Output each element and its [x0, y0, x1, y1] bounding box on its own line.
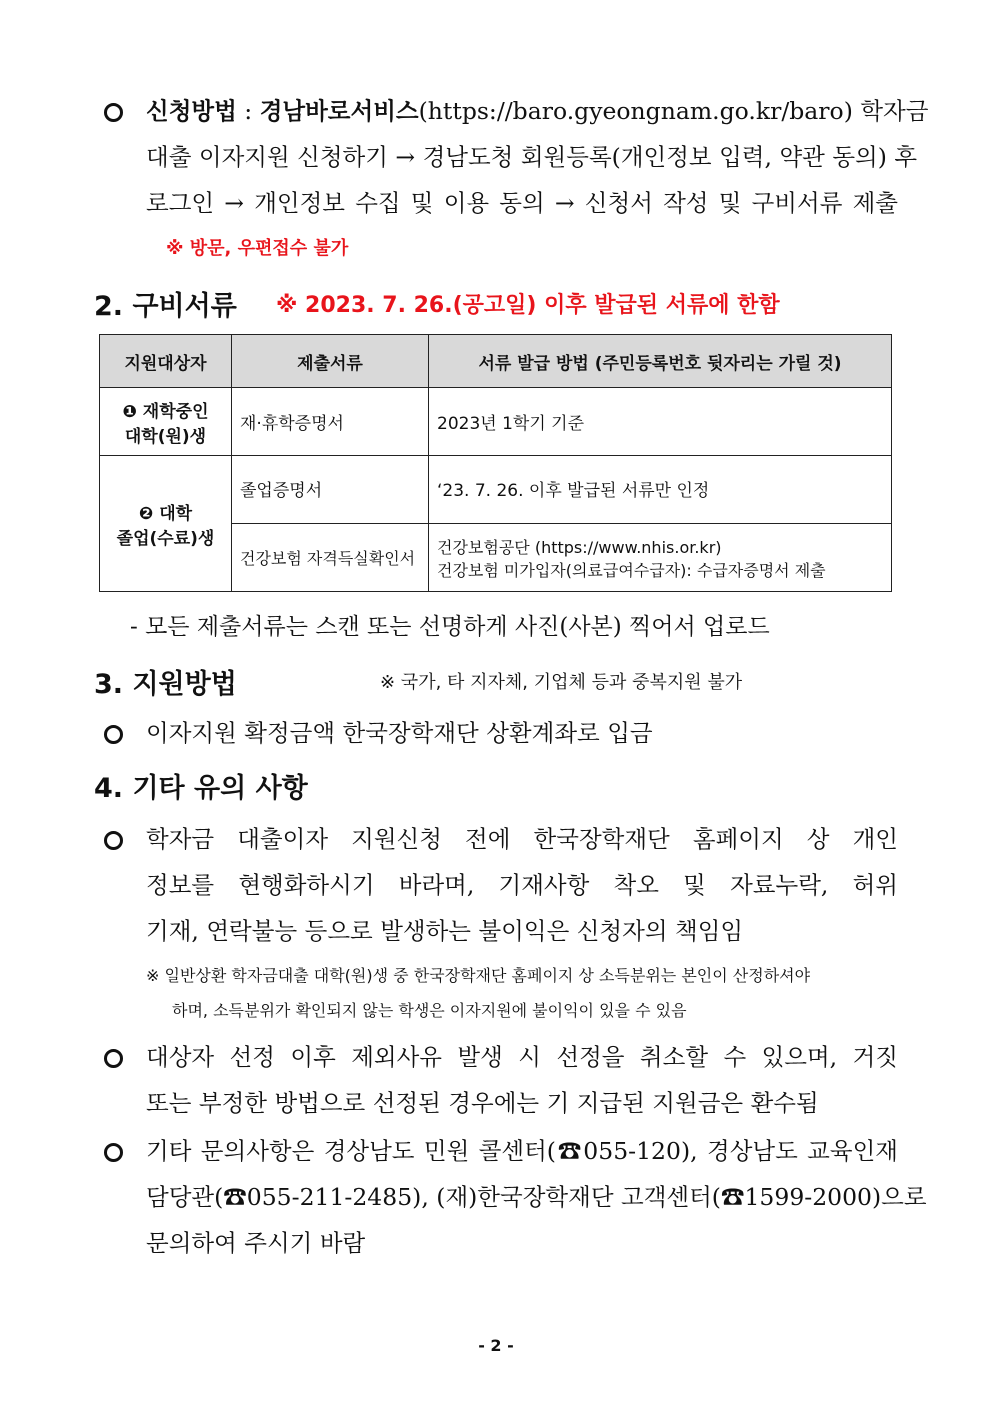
- caution-bullet-3: 기타 문의사항은 경상남도 민원 콜센터(☎055-120), 경상남도 교육인재 담당관(☎055-211-2485), (재)한국장학재단 고객센터(☎1599-2000)으로 문의하여 주시기 바람: [104, 1132, 898, 1272]
- header-method: 서류 발급 방법 (주민등록번호 뒷자리는 가릴 것): [429, 335, 892, 388]
- method-cell: 건강보험공단 (https://www.nhis.or.kr) 건강보험 미가입자(의료급여수급자): 수급자증명서 제출: [429, 524, 892, 592]
- bullet-circle-icon: [104, 831, 123, 850]
- section-2-heading: 2. 구비서류: [94, 291, 237, 322]
- doc-cell: 졸업증명서: [232, 456, 429, 524]
- apply-method-line3: 로그인 → 개인정보 수집 및 이용 동의 → 신청서 작성 및 구비서류 제출: [146, 189, 898, 217]
- category-graduated: ❷ 대학 졸업(수료)생: [100, 456, 232, 592]
- bullet-circle-icon: [104, 725, 123, 744]
- category-enrolled: ❶ 재학중인 대학(원)생: [100, 388, 232, 456]
- header-target: 지원대상자: [100, 335, 232, 388]
- table-row: [100, 456, 892, 524]
- doc-cell: 건강보험 자격득실확인서: [232, 524, 429, 592]
- visit-mail-note: ※ 방문, 우편접수 불가: [166, 238, 349, 259]
- documents-table: [99, 334, 892, 592]
- doc-cell: 재·휴학증명서: [232, 388, 429, 456]
- section-4-heading: 4. 기타 유의 사항: [94, 773, 308, 804]
- section-3-heading: 3. 지원방법: [94, 669, 237, 700]
- bullet-circle-icon: [104, 1049, 123, 1068]
- apply-method-line1: 신청방법 : 경남바로서비스(https://baro.gyeongnam.go.kr/baro) 학자금: [146, 97, 929, 125]
- apply-method-block: [104, 92, 929, 242]
- bullet-circle-icon: [104, 103, 123, 122]
- section-2-heading-note: ※ 2023. 7. 26.(공고일) 이후 발급된 서류에 한함: [276, 293, 780, 318]
- page-number: - 2 -: [478, 1336, 514, 1355]
- table-header-row: [100, 335, 892, 388]
- income-bracket-note-1: ※ 일반상환 학자금대출 대학(원)생 중 한국장학재단 홈페이지 상 소득분위는 본인이 산정하셔야: [146, 966, 811, 985]
- upload-note: - 모든 제출서류는 스캔 또는 선명하게 사진(사본) 찍어서 업로드: [130, 614, 770, 640]
- table-row: [100, 388, 892, 456]
- support-method-bullet: 이자지원 확정금액 한국장학재단 상환계좌로 입금: [104, 714, 898, 748]
- caution-bullet-2: 대상자 선정 이후 제외사유 발생 시 선정을 취소할 수 있으며, 거짓 또는 부정한 방법으로 선정된 경우에는 기 지급된 지원금은 환수됨: [104, 1038, 898, 1128]
- caution-bullet-1: 학자금 대출이자 지원신청 전에 한국장학재단 홈페이지 상 개인 정보를 현행화하시기 바라며, 기재사항 착오 및 자료누락, 허위 기재, 연락불능 등으로 발생하는 불이익은 신청자의 책임임: [104, 820, 898, 960]
- header-documents: 제출서류: [232, 335, 429, 388]
- section-3-heading-note: ※ 국가, 타 지자체, 기업체 등과 중복지원 불가: [380, 672, 743, 693]
- method-cell: ‘23. 7. 26. 이후 발급된 서류만 인정: [429, 456, 892, 524]
- bullet-circle-icon: [104, 1143, 123, 1162]
- apply-method-line2: 대출 이자지원 신청하기 → 경남도청 회원등록(개인정보 입력, 약관 동의) 후: [146, 143, 918, 171]
- income-bracket-note-2: 하며, 소득분위가 확인되지 않는 학생은 이자지원에 불이익이 있을 수 있음: [172, 1001, 687, 1020]
- method-cell: 2023년 1학기 기준: [429, 388, 892, 456]
